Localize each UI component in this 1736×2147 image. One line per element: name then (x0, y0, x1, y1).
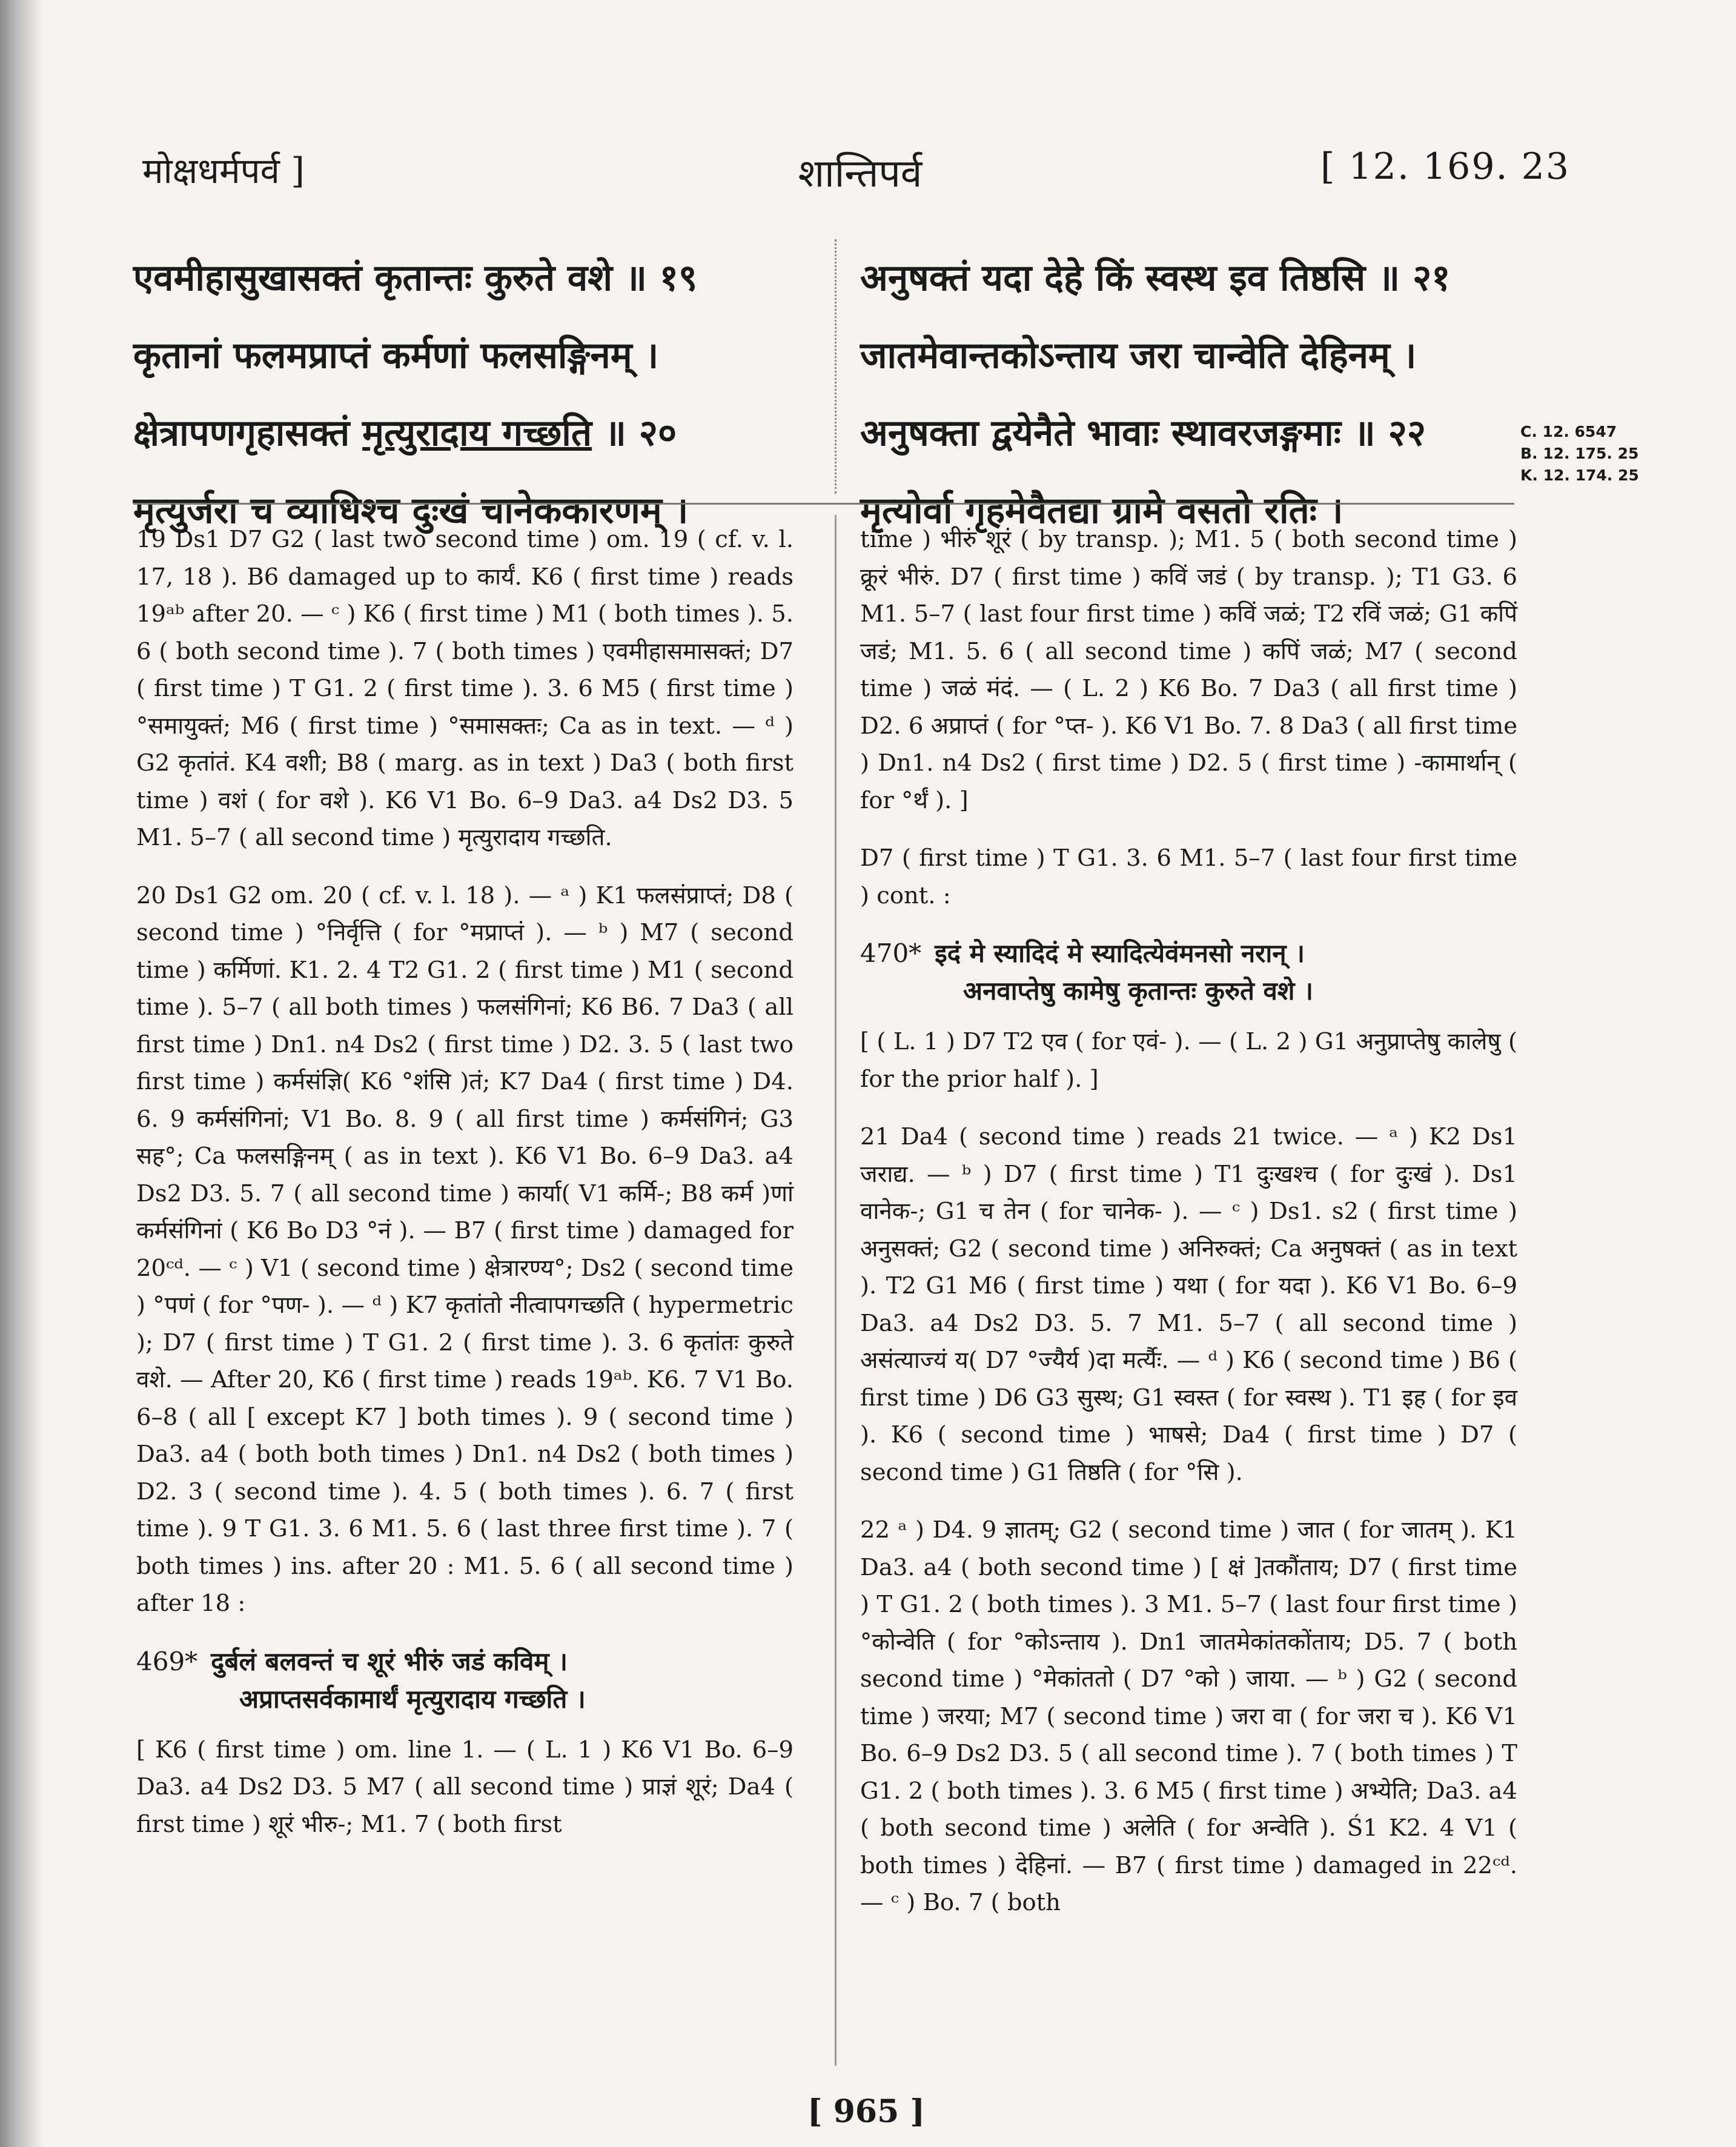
column-divider (835, 515, 837, 2066)
verse-line: जातमेवान्तकोऽन्ताय जरा चान्वेति देहिनम् । (860, 334, 1417, 377)
section-title-left: मोक्षधर्मपर्व ] (142, 150, 305, 191)
page-number: [ 965 ] (807, 2093, 925, 2130)
concordance-c: C. 12. 6547 (1520, 423, 1617, 440)
apparatus-note-20: 20 Ds1 G2 om. 20 ( cf. v. l. 18 ). — ᵃ ) K1 फलसंप्राप्तं; D8 ( second time ) °निर्वृत्ति ( for °मप्राप्तं ). — ᵇ ) M7 ( second time ) कर्मिणां. K1. 2. 4 T2 G1. 2 ( first time ) M1 ( second time ). 5–7 ( all both times ) फलसंगिनां; K6 B6. 7 Da3 ( all first time ) Dn1. n4 Ds2 ( first time ) D2. 3. 5 ( last two first time ) कर्मसंज्ञि( K6 °शंसि )तं; K7 Da4 ( first time ) D4. 6. 9 कर्मसंगिनां; V1 Bo. 8. 9 ( all first time ) कर्मसंगिनं; G3 सह°; Ca फलसङ्गिनम् ( as in text ). K6 V1 Bo. 6–9 Da3. a4 Ds2 D3. 5. 7 ( all second time ) कार्या( V1 कर्मि-; B8 कर्म )णां कर्मसंगिनां ( K6 Bo D3 °नं ). — B7 ( first time ) damaged for 20ᶜᵈ. — ᶜ ) V1 ( second time ) क्षेत्रारण्य°; Ds2 ( second time ) °पणं ( for °पण- ). — ᵈ ) K7 कृतांतो नीत्वापगच्छति ( hypermetric ); D7 ( first time ) T G1. 2 ( first time ). 3. 6 कृतांतः कुरुते वशे. — After 20, K6 ( first time ) reads 19ᵃᵇ. K6. 7 V1 Bo. 6–8 ( all [ except K7 ] both times ). 9 ( second time ) Da3. a4 ( both both times ) Dn1. n4 Ds2 ( both times ) D2. 3 ( second time ). 4. 5 ( both times ). 6. 7 ( first time ). 9 T G1. 3. 6 M1. 5. 6 ( last three first time ). 7 ( both times ) ins. after 20 : M1. 5. 6 ( all second time ) after 18 : (136, 881, 793, 1617)
passage-number: 469* (136, 1646, 198, 1676)
apparatus-note-19: 19 Ds1 D7 G2 ( last two second time ) om. 19 ( cf. v. l. 17, 18 ). B6 damaged up to कार्यं. K6 ( first time ) reads 19ᵃᵇ after 20. — ᶜ ) K6 ( first time ) M1 ( both times ). 5. 6 ( both second time ). 7 ( both times ) एवमीहासमासक्तं; D7 ( first time ) T G1. 2 ( first time ). 3. 6 M5 ( first time ) °समायुक्तं; M6 ( first time ) °समासक्तः; Ca as in text. — ᵈ ) G2 कृतांतं. K4 वशी; B8 ( marg. as in text ) Da3 ( both first time ) वशं ( for वशे ). K6 V1 Bo. 6–9 Da3. a4 Ds2 D3. 5 M1. 5–7 ( all second time ) मृत्युरादाय गच्छति. (136, 526, 793, 851)
apparatus-right-column (860, 521, 1517, 1942)
verse-line: मृत्युर्जरा च व्याधिश्च दुःखं चानेककारणम् । (133, 489, 689, 532)
text-apparatus-divider (133, 503, 1514, 505)
apparatus-note-469-cont: time ) भीरुं शूरं ( by transp. ); M1. 5 ( both second time ) क्रूरं भीरुं. D7 ( first time ) कविं जडं ( by transp. ); T1 G3. 6 M1. 5–7 ( last four first time ) कविं जळं; T2 रविं जळं; G1 कपिं जडं; M1. 5. 6 ( all second time ) कपिं जळं; M7 ( second time ) जळं मंदं. — ( L. 2 ) K6 Bo. 7 Da3 ( all first time ) D2. 6 अप्राप्तं ( for °प्त- ). K6 V1 Bo. 7. 8 Da3 ( all first time ) Dn1. n4 Ds2 ( first time ) D2. 5 ( first time ) -कामार्थान् ( for °र्थं ). ] (860, 526, 1517, 814)
concordance-references (1520, 421, 1639, 486)
verse-line: अनुषक्ता द्वयेनैते भावाः स्थावरजङ्गमाः ॥ २२ (860, 412, 1426, 454)
verse-line: कृतानां फलमप्राप्तं कर्मणां फलसङ्गिनम् । (133, 334, 659, 377)
column-divider-top (835, 239, 837, 494)
verse-line: अनुषक्तं यदा देहे किं स्वस्थ इव तिष्ठसि ॥ २१ (860, 257, 1451, 299)
appendix-passage-469 (136, 1643, 793, 1718)
verse-fragment: क्षेत्रापणगृहासक्तं (133, 412, 350, 454)
appendix-passage-470 (860, 935, 1517, 1010)
concordance-k: K. 12. 174. 25 (1520, 466, 1639, 484)
verse-number: ॥ २० (604, 412, 677, 454)
passage-number: 470* (860, 938, 922, 968)
verse-line: एवमीहासुखासक्तं कृतान्तः कुरुते वशे ॥ १९ (133, 257, 698, 299)
apparatus-note-cont: D7 ( first time ) T G1. 3. 6 M1. 5–7 ( last four first time ) cont. : (860, 845, 1517, 909)
apparatus-note-22: 22 ᵃ ) D4. 9 ज्ञातम्; G2 ( second time ) जात ( for जातम् ). K1 Da3. a4 ( both second time ) [ क्षं ]तकौंताय; D7 ( first time ) T G1. 2 ( both times ). 3 M1. 5–7 ( last four first time ) °कोन्वेति ( for °कोऽन्ताय ). Dn1 जातमेकांतकोंताय; D5. 7 ( both second time ) °मेकांततो ( D7 °को ) जाया. — ᵇ ) G2 ( second time ) जरया; M7 ( second time ) जरा वा ( for जरा च ). K6 V1 Bo. 6–9 Ds2 D3. 5 ( all second time ). 7 ( both times ) T G1. 2 ( both times ). 3. 6 M5 ( first time ) अभ्येति; Da3. a4 ( both second time ) अलेति ( for अन्वेति ). Ś1 K2. 4 V1 ( both times ) देहिनां. — B7 ( first time ) damaged in 22ᶜᵈ. — ᶜ ) Bo. 7 ( both (860, 1516, 1517, 1916)
running-title: शान्तिपर्व (798, 151, 923, 196)
verse-fragment-underlined: मृत्युरादाय गच्छति (362, 412, 592, 454)
verse-line: मृत्योर्वा गृहमेवैतद्या ग्रामे वसतो रतिः । (860, 489, 1343, 532)
apparatus-note-470: [ ( L. 1 ) D7 T2 एव ( for एवं- ). — ( L. 2 ) G1 अनुप्राप्तेषु कालेषु ( for the prior half ). ] (860, 1028, 1517, 1093)
passage-line: दुर्बलं बलवन्तं च शूरं भीरुं जडं कविम् । (211, 1646, 568, 1676)
apparatus-note-469: [ K6 ( first time ) om. line 1. — ( L. 1 ) K6 V1 Bo. 6–9 Da3. a4 Ds2 D3. 5 M7 ( all second time ) प्राज्ञं शूरं; Da4 ( first time ) शूरं भीरु-; M1. 7 ( both first (136, 1736, 793, 1838)
apparatus-left-column (136, 521, 793, 1863)
passage-line: इदं मे स्यादिदं मे स्यादित्येवंमनसो नरान् । (935, 938, 1305, 968)
concordance-b: B. 12. 175. 25 (1520, 445, 1639, 462)
passage-line: अनवाप्तेषु कामेषु कृतान्तः कुरुते वशे । (963, 976, 1313, 1006)
verse-line (133, 394, 769, 472)
book-spine-shadow (0, 0, 42, 2147)
verse-reference: [ 12. 169. 23 (1320, 145, 1570, 188)
apparatus-note-21: 21 Da4 ( second time ) reads 21 twice. — ᵃ ) K2 Ds1 जराद्य. — ᵇ ) D7 ( first time ) T1 दुःखश्च ( for दुःखं ). Ds1 वानेक-; G1 च तेन ( for चानेक- ). — ᶜ ) Ds1. s2 ( first time ) अनुसक्तं; G2 ( second time ) अनिरुक्तं; Ca अनुषक्तं ( as in text ). T2 G1 M6 ( first time ) यथा ( for यदा ). K6 V1 Bo. 6–9 Da3. a4 Ds2 D3. 5. 7 M1. 5–7 ( all second time ) असंत्याज्यं य( D7 °ज्यैर्य )दा मर्त्यैः. — ᵈ ) K6 ( second time ) B6 ( first time ) D6 G3 सुस्थ; G1 स्वस्त ( for स्वस्थ ). T1 इह ( for इव ). K6 ( second time ) भाषसे; Da4 ( first time ) D7 ( second time ) G1 तिष्ठति ( for °सि ). (860, 1123, 1517, 1486)
passage-line: अप्राप्तसर्वकामार्थं मृत्युरादाय गच्छति । (239, 1684, 586, 1714)
